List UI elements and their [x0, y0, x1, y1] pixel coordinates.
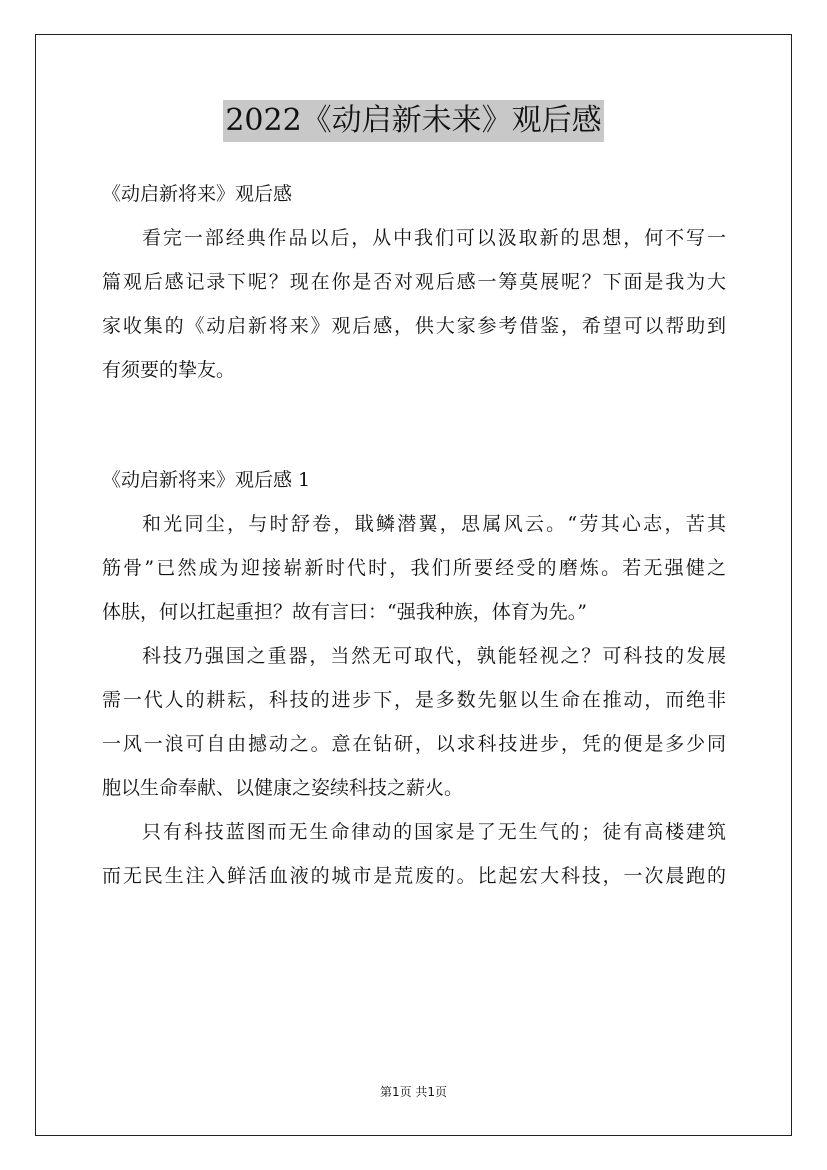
paragraph-line: 只有科技蓝图而无生命律动的国家是了无生气的；徒有高楼建筑 [142, 821, 726, 843]
paragraph-line: 筋骨”已然成为迎接崭新时代时，我们所要经受的磨炼。若无强健之 [102, 557, 726, 579]
paragraph-line: 体肤，何以扛起重担？故有言曰：“强我种族，体育为先。” [102, 601, 587, 623]
paragraph-line: 而无民生注入鲜活血液的城市是荒废的。比起宏大科技，一次晨跑的 [102, 865, 726, 887]
intro-line: 看完一部经典作品以后，从中我们可以汲取新的思想，何不写一 [142, 227, 726, 249]
page-number: 第1页 共1页 [379, 1085, 448, 1099]
intro-line: 家收集的《动启新将来》观后感，供大家参考借鉴，希望可以帮助到 [102, 315, 726, 337]
document-body [102, 172, 726, 898]
page-footer [0, 1083, 827, 1101]
paragraph-line: 科技乃强国之重器，当然无可取代，孰能轻视之？可科技的发展 [142, 645, 726, 667]
intro-line: 有须要的挚友。 [102, 359, 236, 381]
section-heading: 《动启新将来》观后感 1 [102, 469, 311, 491]
paragraph-line: 胞以生命奉献、以健康之姿续科技之薪火。 [102, 777, 464, 799]
paragraph-line: 和光同尘，与时舒卷，戢鳞潜翼，思属风云。“劳其心志，苦其 [142, 513, 726, 535]
subtitle: 《动启新将来》观后感 [102, 183, 293, 205]
paragraph-line: 一风一浪可自由撼动之。意在钻研，以求科技进步，凭的便是多少同 [102, 733, 726, 755]
paragraph-line: 需一代人的耕耘，科技的进步下，是多数先躯以生命在推动，而绝非 [102, 689, 726, 711]
section-spacer [102, 392, 726, 458]
document-title-wrap [0, 100, 827, 142]
intro-line: 篇观后感记录下呢？现在你是否对观后感一筹莫展呢？下面是我为大 [102, 271, 726, 293]
document-title: 2022《动启新未来》观后感 [223, 100, 603, 142]
